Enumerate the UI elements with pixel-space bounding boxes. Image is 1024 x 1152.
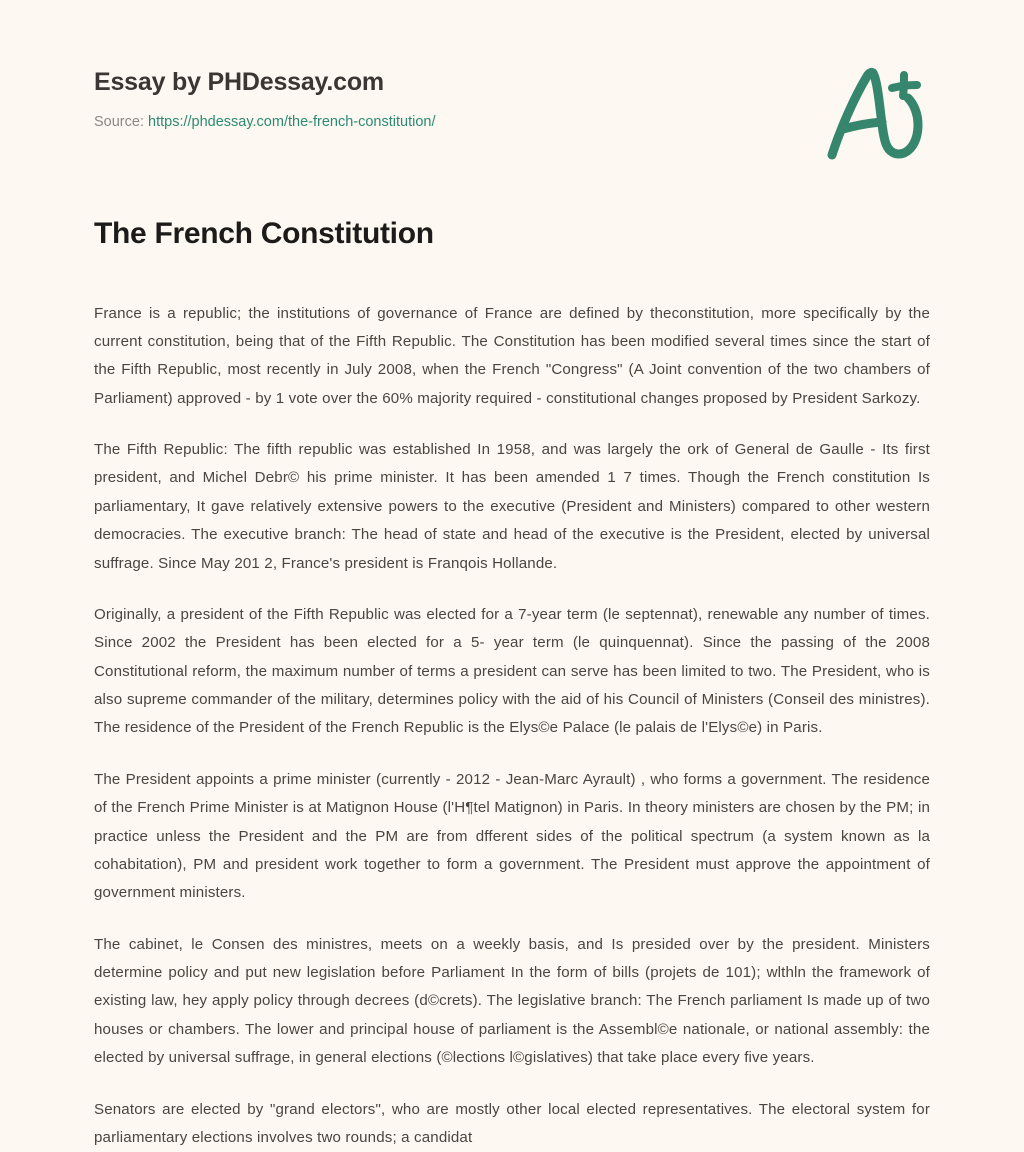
source-line	[94, 113, 930, 132]
article-paragraph: The Fifth Republic: The fifth republic was established In 1958, and was largely the ork of General de Gaulle - Its first president, and Michel Debr© his prime minister. It has been amended 1 7 times. Though the French constitution Is parliamentary, It gave relatively extensive powers to the executive (President and Ministers) compared to other western democracies. The executive branch: The head of state and head of the executive is the President, elected by universal suffrage. Since May 201 2, France's president is Franqois Hollande.	[94, 436, 930, 578]
article-paragraph: Senators are elected by "grand electors", who are mostly other local elected representatives. The electoral system for parliamentary elections involves two rounds; a candidat	[94, 1096, 930, 1152]
page-masthead	[94, 0, 930, 120]
article-paragraph: The cabinet, le Consen des ministres, meets on a weekly basis, and Is presided over by the president. Ministers determine policy and put new legislation before Parliament In the form of bills (projets de 101); wlthln the framework of existing law, hey apply policy through decrees (d©crets). The legislative branch: The French parliament Is made up of two houses or chambers. The lower and principal house of parliament is the Assembl©e nationale, or national assembly: the elected by universal suffrage, in general elections (©lections l©gislatives) that take place every five years.	[94, 931, 930, 1073]
source-url-link[interactable]: https://phdessay.com/the-french-constitution/	[148, 114, 435, 130]
article-paragraph: France is a republic; the institutions of governance of France are defined by theconstitution, more specifically by the current constitution, being that of the Fifth Republic. The Constitution has been modified several times since the start of the Fifth Republic, most recently in July 2008, when the French "Congress" (A Joint convention of the two chambers of Parliament) approved - by 1 vote over the 60% majority required - constitutional changes proposed by President Sarkozy.	[94, 300, 930, 414]
brand-title: Essay by PHDessay.com	[94, 67, 930, 97]
article-body	[94, 300, 930, 1152]
article-paragraph: The President appoints a prime minister (currently - 2012 - Jean-Marc Ayrault) , who forms a government. The residence of the French Prime Minister is at Matignon House (l'H¶tel Matignon) in Paris. In theory ministers are chosen by the PM; in practice unless the President and the PM are from dfferent sides of the political spectrum (a system known as la cohabitation), PM and president work together to form a government. The President must approve the appointment of government ministers.	[94, 766, 930, 908]
page-title: The French Constitution	[94, 215, 930, 253]
source-label: Source:	[94, 114, 144, 130]
article-paragraph: Originally, a president of the Fifth Republic was elected for a 7-year term (le septennat), renewable any number of times. Since 2002 the President has been elected for a 5- year term (le quinquennat). Since the passing of the 2008 Constitutional reform, the maximum number of terms a president can serve has been limited to two. The President, who is also supreme commander of the military, determines policy with the aid of his Council of Ministers (Conseil des ministres). The residence of the President of the French Republic is the Elys©e Palace (le palais de l'Elys©e) in Paris.	[94, 601, 930, 743]
